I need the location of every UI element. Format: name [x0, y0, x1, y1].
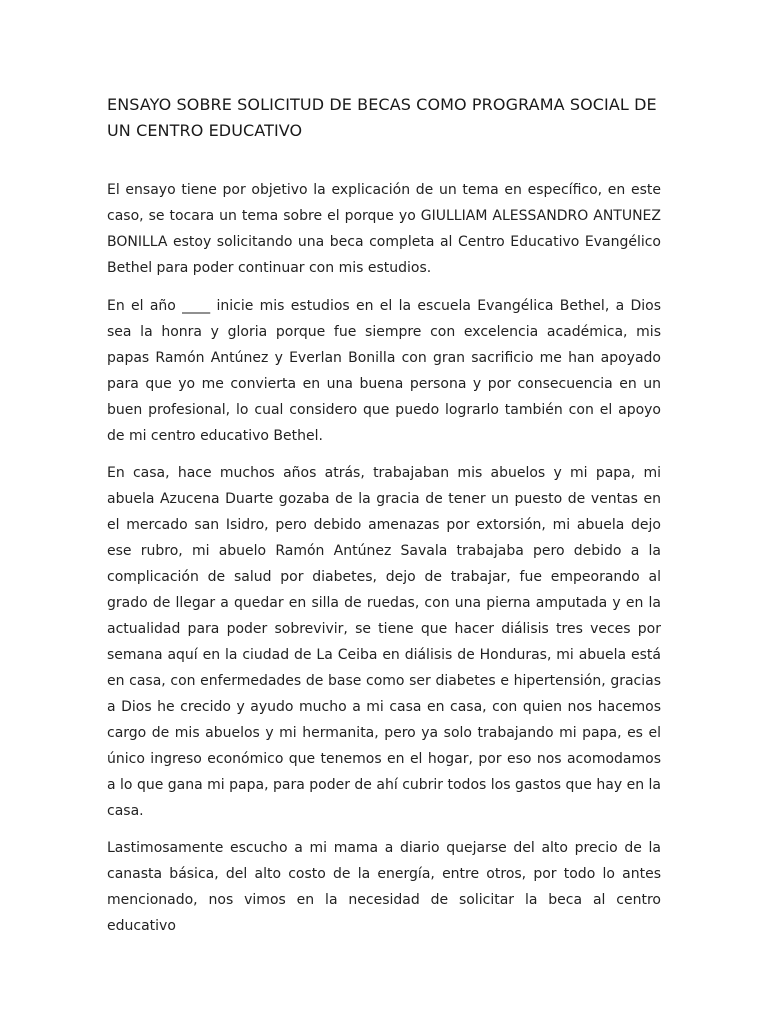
paragraph-studies: En el año ____ inicie mis estudios en el la escuela Evangélica Bethel, a Dios sea la honra y gloria porque fue siempre con excelencia académica, mis papas Ramón Antúnez y Everlan Bonilla con gran sacrificio me han apoyado para que yo me convierta en una buena persona y por consecuencia en un buen profesional, lo cual considero que puedo lograrlo también con el apoyo de mi centro educativo Bethel.: [107, 298, 661, 444]
paragraph-economic-need: Lastimosamente escucho a mi mama a diario quejarse del alto precio de la canasta básica, del alto costo de la energía, entre otros, por todo lo antes mencionado, nos vimos en la necesidad de solicitar la beca al centro educativo: [107, 840, 661, 934]
paragraph-family-situation: En casa, hace muchos años atrás, trabajaban mis abuelos y mi papa, mi abuela Azucena Duarte gozaba de la gracia de tener un puesto de ventas en el mercado san Isidro, pero debido amenazas por extorsión, mi abuela dejo ese rubro, mi abuelo Ramón Antúnez Savala trabajaba pero debido a la complicación de salud por diabetes, dejo de trabajar, fue empeorando al grado de llegar a quedar en silla de ruedas, con una pierna amputada y en la actualidad para poder sobrevivir, se tiene que hacer diálisis tres veces por semana aquí en la ciudad de La Ceiba en diálisis de Honduras, mi abuela está en casa, con enfermedades de base como ser diabetes e hipertensión, gracias a Dios he crecido y ayudo mucho a mi casa en casa, con quien nos hacemos cargo de mis abuelos y mi hermanita, pero ya solo trabajando mi papa, es el único ingreso económico que tenemos en el hogar, por eso nos acomodamos a lo que gana mi papa, para poder de ahí cubrir todos los gastos que hay en la casa.: [107, 465, 661, 819]
document-title: ENSAYO SOBRE SOLICITUD DE BECAS COMO PROGRAMA SOCIAL DE UN CENTRO EDUCATIVO: [107, 95, 657, 140]
paragraph-introduction: El ensayo tiene por objetivo la explicación de un tema en específico, en este caso, se tocara un tema sobre el porque yo GIULLIAM ALESSANDRO ANTUNEZ BONILLA estoy solicitando una beca completa al Centro Educativo Evangélico Bethel para poder continuar con mis estudios.: [107, 182, 661, 276]
